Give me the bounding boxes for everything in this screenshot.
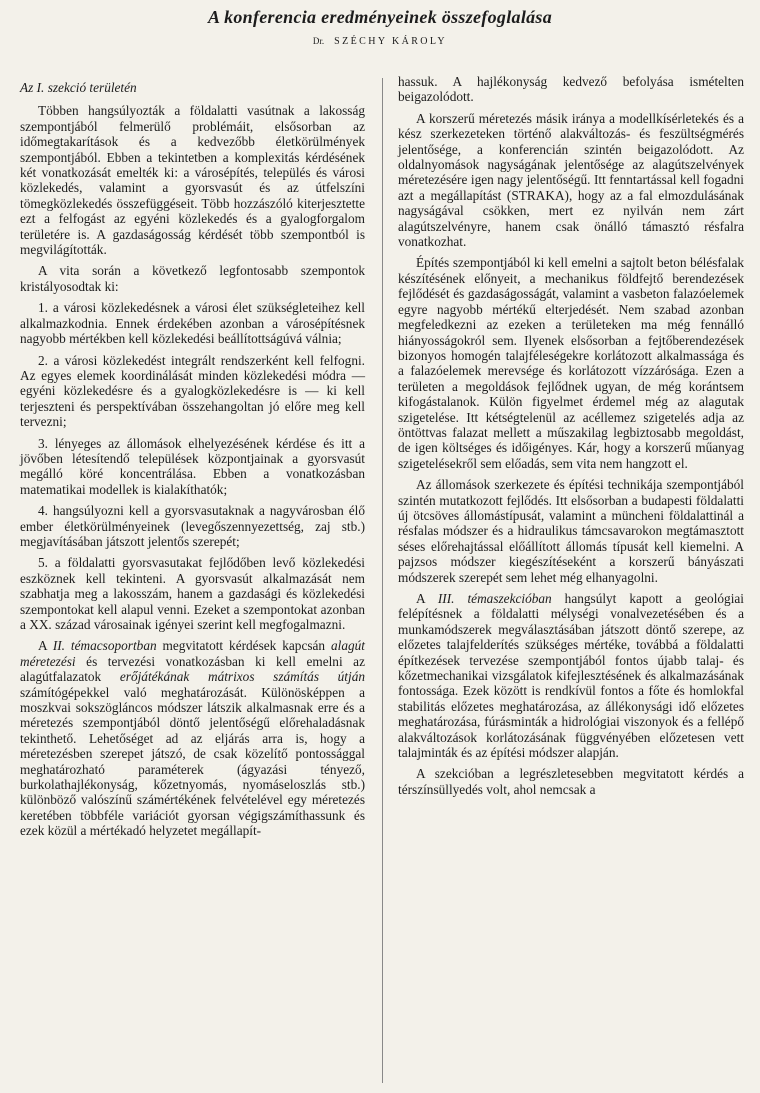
emphasis: erőjátékának mátrixos számítás útján xyxy=(119,669,365,685)
text-run: A xyxy=(416,591,438,606)
emphasis: II. témacsoportban xyxy=(52,638,157,654)
paragraph: Az állomások szerkezete és építési technikája szempontjából szintén mutatkozott fejlődés. Itt elsősorban a budapesti földalatti új ötcsöves állomástípusát, valamint a müncheni földalattinál a résfalas módszer és a hidraulikus támcsavarokon megtámasztott séses előrehajtással előállított állomás típusát kell kiemelni. A pajzsos módszer kiegészítéseként a korszerű bányászati módszerek szerepét sem lehet még elhanyagolni. xyxy=(398,477,744,585)
list-item: 5. a földalatti gyorsvasutakat fejlődőben levő közlekedési eszköznek kell tekinteni. A gyorsvasút alkalmazását nem szabhatja meg a lakosszám, hanem a gazdasági és közlekedési szempontokat kell alapul venni. Ezeket a szempontokat azonban a XX. század városainak igényei szerint kell megfogalmazni. xyxy=(20,555,365,632)
list-item: 2. a városi közlekedést integrált rendszerként kell felfogni. Az egyes elemek koordinálását minden közlekedési módra — egyéni közlekedésre és a gyalogközlekedésre is — ki kell terjeszteni és perspektívában összehangoltan jó előre meg kell tervezni; xyxy=(20,352,365,430)
right-column xyxy=(398,74,744,803)
emphasis: III. témaszekcióban xyxy=(437,591,552,606)
article-header xyxy=(0,6,760,47)
column-divider xyxy=(382,78,383,1083)
paragraph: A korszerű méretezés másik iránya a modellkísérletekés és a kész szerkezeteken történő alakváltozás- és feszültségmérés jelentősége, a konferencián szintén beigazolódott. Az oldalnyomások nagyságának jelentősége az alagútszelvények méretezésére igen nagy jelentőségű. Itt fenntartással kell fogadni azt a megállapítást (STRAKA), hogy az a fal elmozdulásának nagyságával csökken, mert ez nyilván nem zárt alagútszelvényre, hanem csak önálló támasztó résfalra vonatkozhat. xyxy=(398,110,744,250)
text-run: hangsúlyt kapott a geológiai felépítésnek a földalatti mélységi vonalvezetésében és a munkamódszerek megválasztásában játszott döntő szerepe, az előzetes talajfelderítés szükséges mértéke, továbbá a földalatti építkezések tervezése szempontjából fontos újabb talaj- és kőzetmechanikai vizsgálatok kifejlesztésének és alkalmazásának fontossága. Ezek között is rendkívül fontos a főte és homlokfal stabilitás előzetes meghatározása, az állékonysági idő előzetes meghatározása, fúrásminták a hidrológiai viszonyok és a fellépő alakváltozások korlátozásának függvényében előzetesen vett talajminták és az építési módszer alapján. xyxy=(398,591,744,761)
text-run: számítógépekkel való meghatározását. Különösképpen a moszkvai sokszögláncos módszer látszik alkalmasnak erre és a méretezés szempontjából döntő jelentőségű előrehaladásnak tekinthető. Lehetőséget ad az eljárás arra is, hogy a méretezésben szerepet játszó, de csak közelítő pontossággal meghatározható paraméterek (ágyazási tényező, burkolathajlékonyság, kőzetnyomás, nyomáseloszlás stb.) különböző valószínű számértékének felvételével egy méretezés keretében többféle variációt gyorsan végigszámíthassunk és ezek közül a mértékadó helyzetet megállapít- xyxy=(20,684,365,839)
paragraph: A szekcióban a legrészletesebben megvitatott kérdés a térszínsüllyedés volt, ahol nemcsak a xyxy=(398,766,744,797)
paragraph: Többen hangsúlyozták a földalatti vasútnak a lakosság szempontjából felmerülő problémáit, elsősorban az időmegtakarítások és a kedvezőbb életkörülmények szempontjából. Ebben a tekintetben a komplexitás kérdésének két vonatkozását emelték ki: a városépítés, település és városi közlekedés, valamint a gyorsvasút és az útfelszíni tömegközlekedés összefüggéseit. Több hozzászóló kiterjesztette ezt a felfogást az egyéni közlekedés és a gyalogforgalom területére is. A gazdaságosság kérdését több szempontból is megvilágították. xyxy=(20,103,365,258)
left-column xyxy=(20,74,365,845)
text-run: A xyxy=(38,638,53,654)
article-author xyxy=(0,36,760,47)
list-item: 3. lényeges az állomások elhelyezésének kérdése és itt a jövőben létesítendő települések központjainak a gyorsvasút megálló köré koncentrálása. Ebben a vonatkozásban matematikai modellek is kialakíthatók; xyxy=(20,435,365,497)
paragraph: A vita során a következő legfontosabb szempontok kristályosodtak ki: xyxy=(20,263,365,294)
list-item: 1. a városi közlekedésnek a városi élet szükségleteihez kell alkalmazkodnia. Ennek érdekében azonban a városépítésnek nagyobb mértékben kell közlekedési beállítottságúvá válnia; xyxy=(20,300,365,347)
emphasis: alagút méretezési xyxy=(20,638,365,669)
list-item: 4. hangsúlyozni kell a gyorsvasutaknak a nagyvárosban élő ember életkörülményeinek (levegőszennyezettség, zaj stb.) megjavításában játszott jelentős szerepét; xyxy=(20,503,365,549)
text-run: megvitatott kérdések kapcsán xyxy=(156,638,332,654)
text-run: és tervezési vonatkozásban ki kell emelni az alagútfalazatok xyxy=(20,653,365,685)
paragraph xyxy=(398,591,744,760)
paragraph: Építés szempontjából ki kell emelni a sajtolt beton bélésfalak készítésének előnyeit, a mechanikus földfejtő berendezések fejlődését és gazdaságosságát, valamint a vasbeton falazóelemek egyre nagyobb mértékű elterjedését. Nem szabad azonban megfeledkezni az ezeken a területeken ma még fennálló hiányosságokról sem. Ilyenek elsősorban a fejtőberendezések bizonyos homogén talajféleségekre korlátozott alkalmassága és a falazóelemek merevsége és korlátozott vízzárósága. Ezen a területen a megoldások fejlődnek ugyan, de még korántsem kifogástalanok. Külön figyelmet érdemel még az alagutak szigetelése. Itt kétségtelenül az acéllemez szigetelés adja az öntöttvas falazat mellett a műszakilag legbiztosabb megoldást, de igen költséges és időigényes. Kár, hogy a korszerű műanyag szigetelésekről sem előadás, sem vita nem hangzott el. xyxy=(398,255,744,471)
article-title: A konferencia eredményeinek összefoglalása xyxy=(207,7,553,27)
author-name: SZÉCHY KÁROLY xyxy=(334,36,448,47)
paragraph xyxy=(20,638,365,838)
section-heading: Az I. szekció területén xyxy=(20,80,137,95)
paragraph: hassuk. A hajlékonyság kedvező befolyása ismételten beigazolódott. xyxy=(398,74,744,105)
author-prefix: Dr. xyxy=(312,36,325,46)
